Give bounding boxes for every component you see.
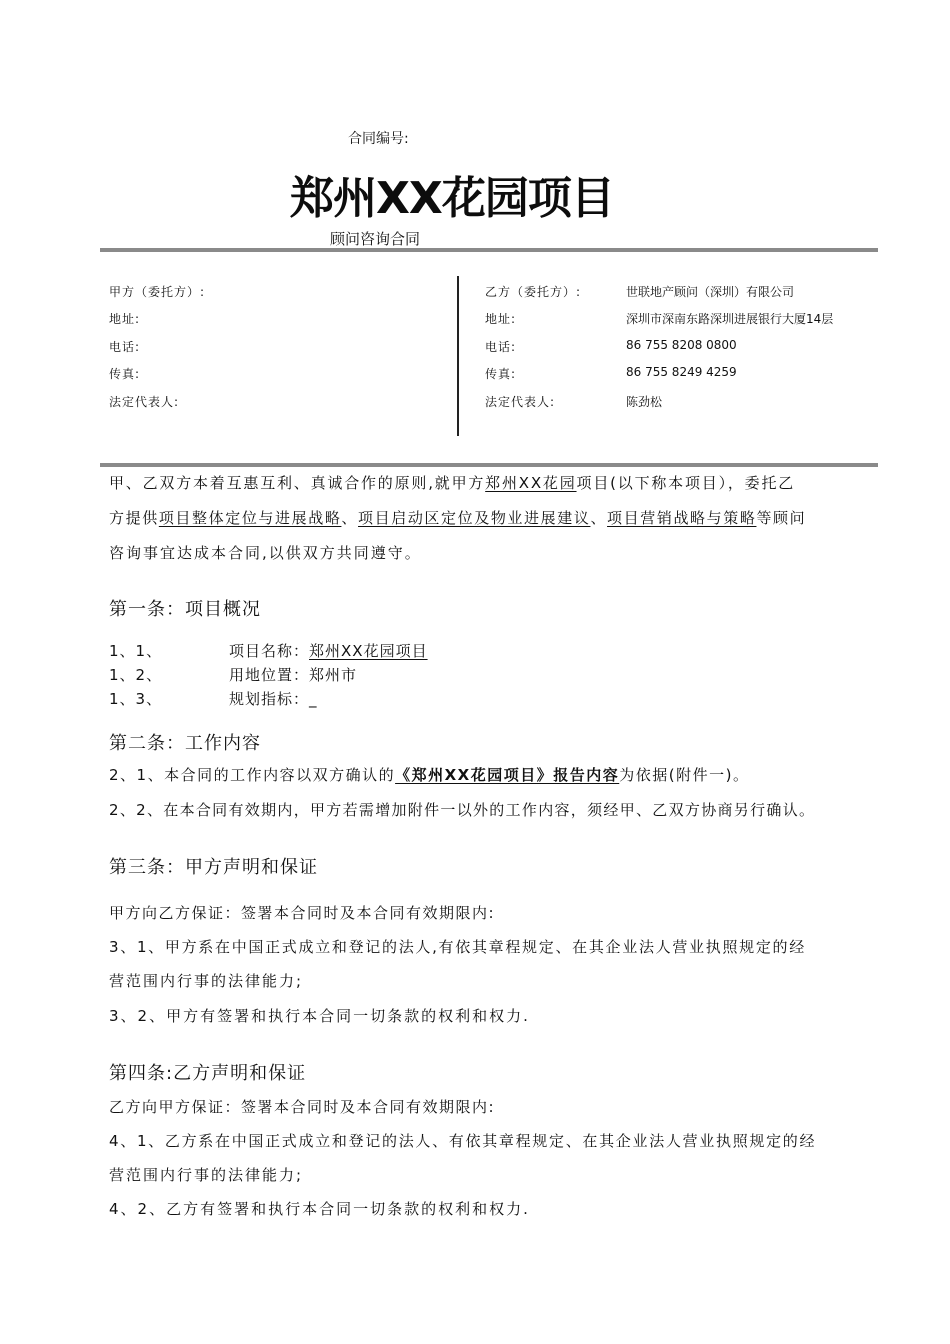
section-3-heading: 第三条：甲方声明和保证 [109,857,318,878]
item-value: _ [309,690,318,708]
party-a-address-label: 地址: [109,312,141,326]
item-number: 1、3、 [109,690,163,708]
report-reference: 《郑州XX花园项目》报告内容 [395,766,620,784]
intro-text: 甲、乙双方本着互惠互利、真诚合作的原则,就甲方 [109,474,486,492]
item-label: 项目名称： [229,642,310,660]
party-column-divider [457,276,459,436]
item-value: 郑州市 [309,666,358,684]
intro-line-1 [109,472,795,493]
project-name-underlined: 郑州XX花园 [485,474,577,492]
bottom-divider [100,463,878,467]
document-subtitle: 顾问咨询合同 [330,230,421,248]
section-3-intro: 甲方向乙方保证：签署本合同时及本合同有效期限内: [109,904,496,922]
party-a-name-label: 甲方（委托方）: [109,285,206,299]
intro-text: 、 [590,509,608,527]
party-b-name-value: 世联地产顾问（深圳）有限公司 [626,285,795,299]
top-divider [100,248,878,252]
party-b-rep-label: 法定代表人: [485,395,556,409]
service-item-underlined: 项目整体定位与进展战略 [158,509,342,527]
intro-text: 项目(以下称本项目），委托乙 [576,474,796,492]
party-b-name-label: 乙方（委托方）: [485,285,582,299]
item-label: 用地位置： [229,666,310,684]
paragraph-text: 2、1、本合同的工作内容以双方确认的 [109,766,396,784]
item-value: 郑州XX花园项目 [309,642,428,660]
party-a-fax-label: 传真: [109,367,141,381]
section-3-clause-2: 3、2、甲方有签署和执行本合同一切条款的权利和权力. [109,1007,530,1025]
item-row [229,688,318,709]
section-4-heading: 第四条:乙方声明和保证 [109,1063,307,1084]
section-4-clause-1-line-2: 营范围内行事的法律能力; [109,1166,304,1184]
contract-number-label: 合同编号: [348,131,409,147]
item-number: 1、2、 [109,666,163,684]
party-b-phone-value: 86 755 8208 0800 [626,338,737,352]
section-4-intro: 乙方向甲方保证：签署本合同时及本合同有效期限内: [109,1098,496,1116]
party-a-phone-label: 电话: [109,340,141,354]
document-title: 郑州XX花园项目 [290,173,614,224]
section-2-heading: 第二条：工作内容 [109,733,261,754]
party-b-fax-value: 86 755 8249 4259 [626,365,737,379]
party-b-address-label: 地址: [485,312,517,326]
intro-text: 、 [341,509,359,527]
intro-line-2 [109,507,806,528]
section-3-clause-1-line-1: 3、1、甲方系在中国正式成立和登记的法人,有依其章程规定、在其企业法人营业执照规定的经 [109,938,806,956]
section-1-heading: 第一条：项目概况 [109,599,261,620]
party-a-rep-label: 法定代表人: [109,395,180,409]
section-2-paragraph-1 [109,764,749,785]
intro-text: 方提供 [109,509,159,527]
party-b-address-value: 深圳市深南东路深圳进展银行大厦14层 [626,312,834,326]
item-number: 1、1、 [109,642,163,660]
paragraph-text: 为依据(附件一)。 [619,766,750,784]
intro-line-3: 咨询事宜达成本合同,以供双方共同遵守。 [109,544,422,562]
party-b-fax-label: 传真: [485,367,517,381]
service-item-underlined: 项目营销战略与策略 [607,509,757,527]
item-label: 规划指标： [229,690,310,708]
party-b-rep-value: 陈劲松 [626,395,663,409]
section-3-clause-1-line-2: 营范围内行事的法律能力; [109,972,304,990]
item-row [229,664,357,685]
item-row [229,640,428,661]
section-4-clause-2: 4、2、乙方有签署和执行本合同一切条款的权利和权力. [109,1200,530,1218]
section-2-paragraph-2: 2、2、在本合同有效期内，甲方若需增加附件一以外的工作内容，须经甲、乙双方协商另行确认。 [109,801,816,819]
section-4-clause-1-line-1: 4、1、乙方系在中国正式成立和登记的法人、有依其章程规定、在其企业法人营业执照规定的经 [109,1132,817,1150]
service-item-underlined: 项目启动区定位及物业进展建议 [358,509,591,527]
party-b-phone-label: 电话: [485,340,517,354]
intro-text: 等顾问 [756,509,807,527]
